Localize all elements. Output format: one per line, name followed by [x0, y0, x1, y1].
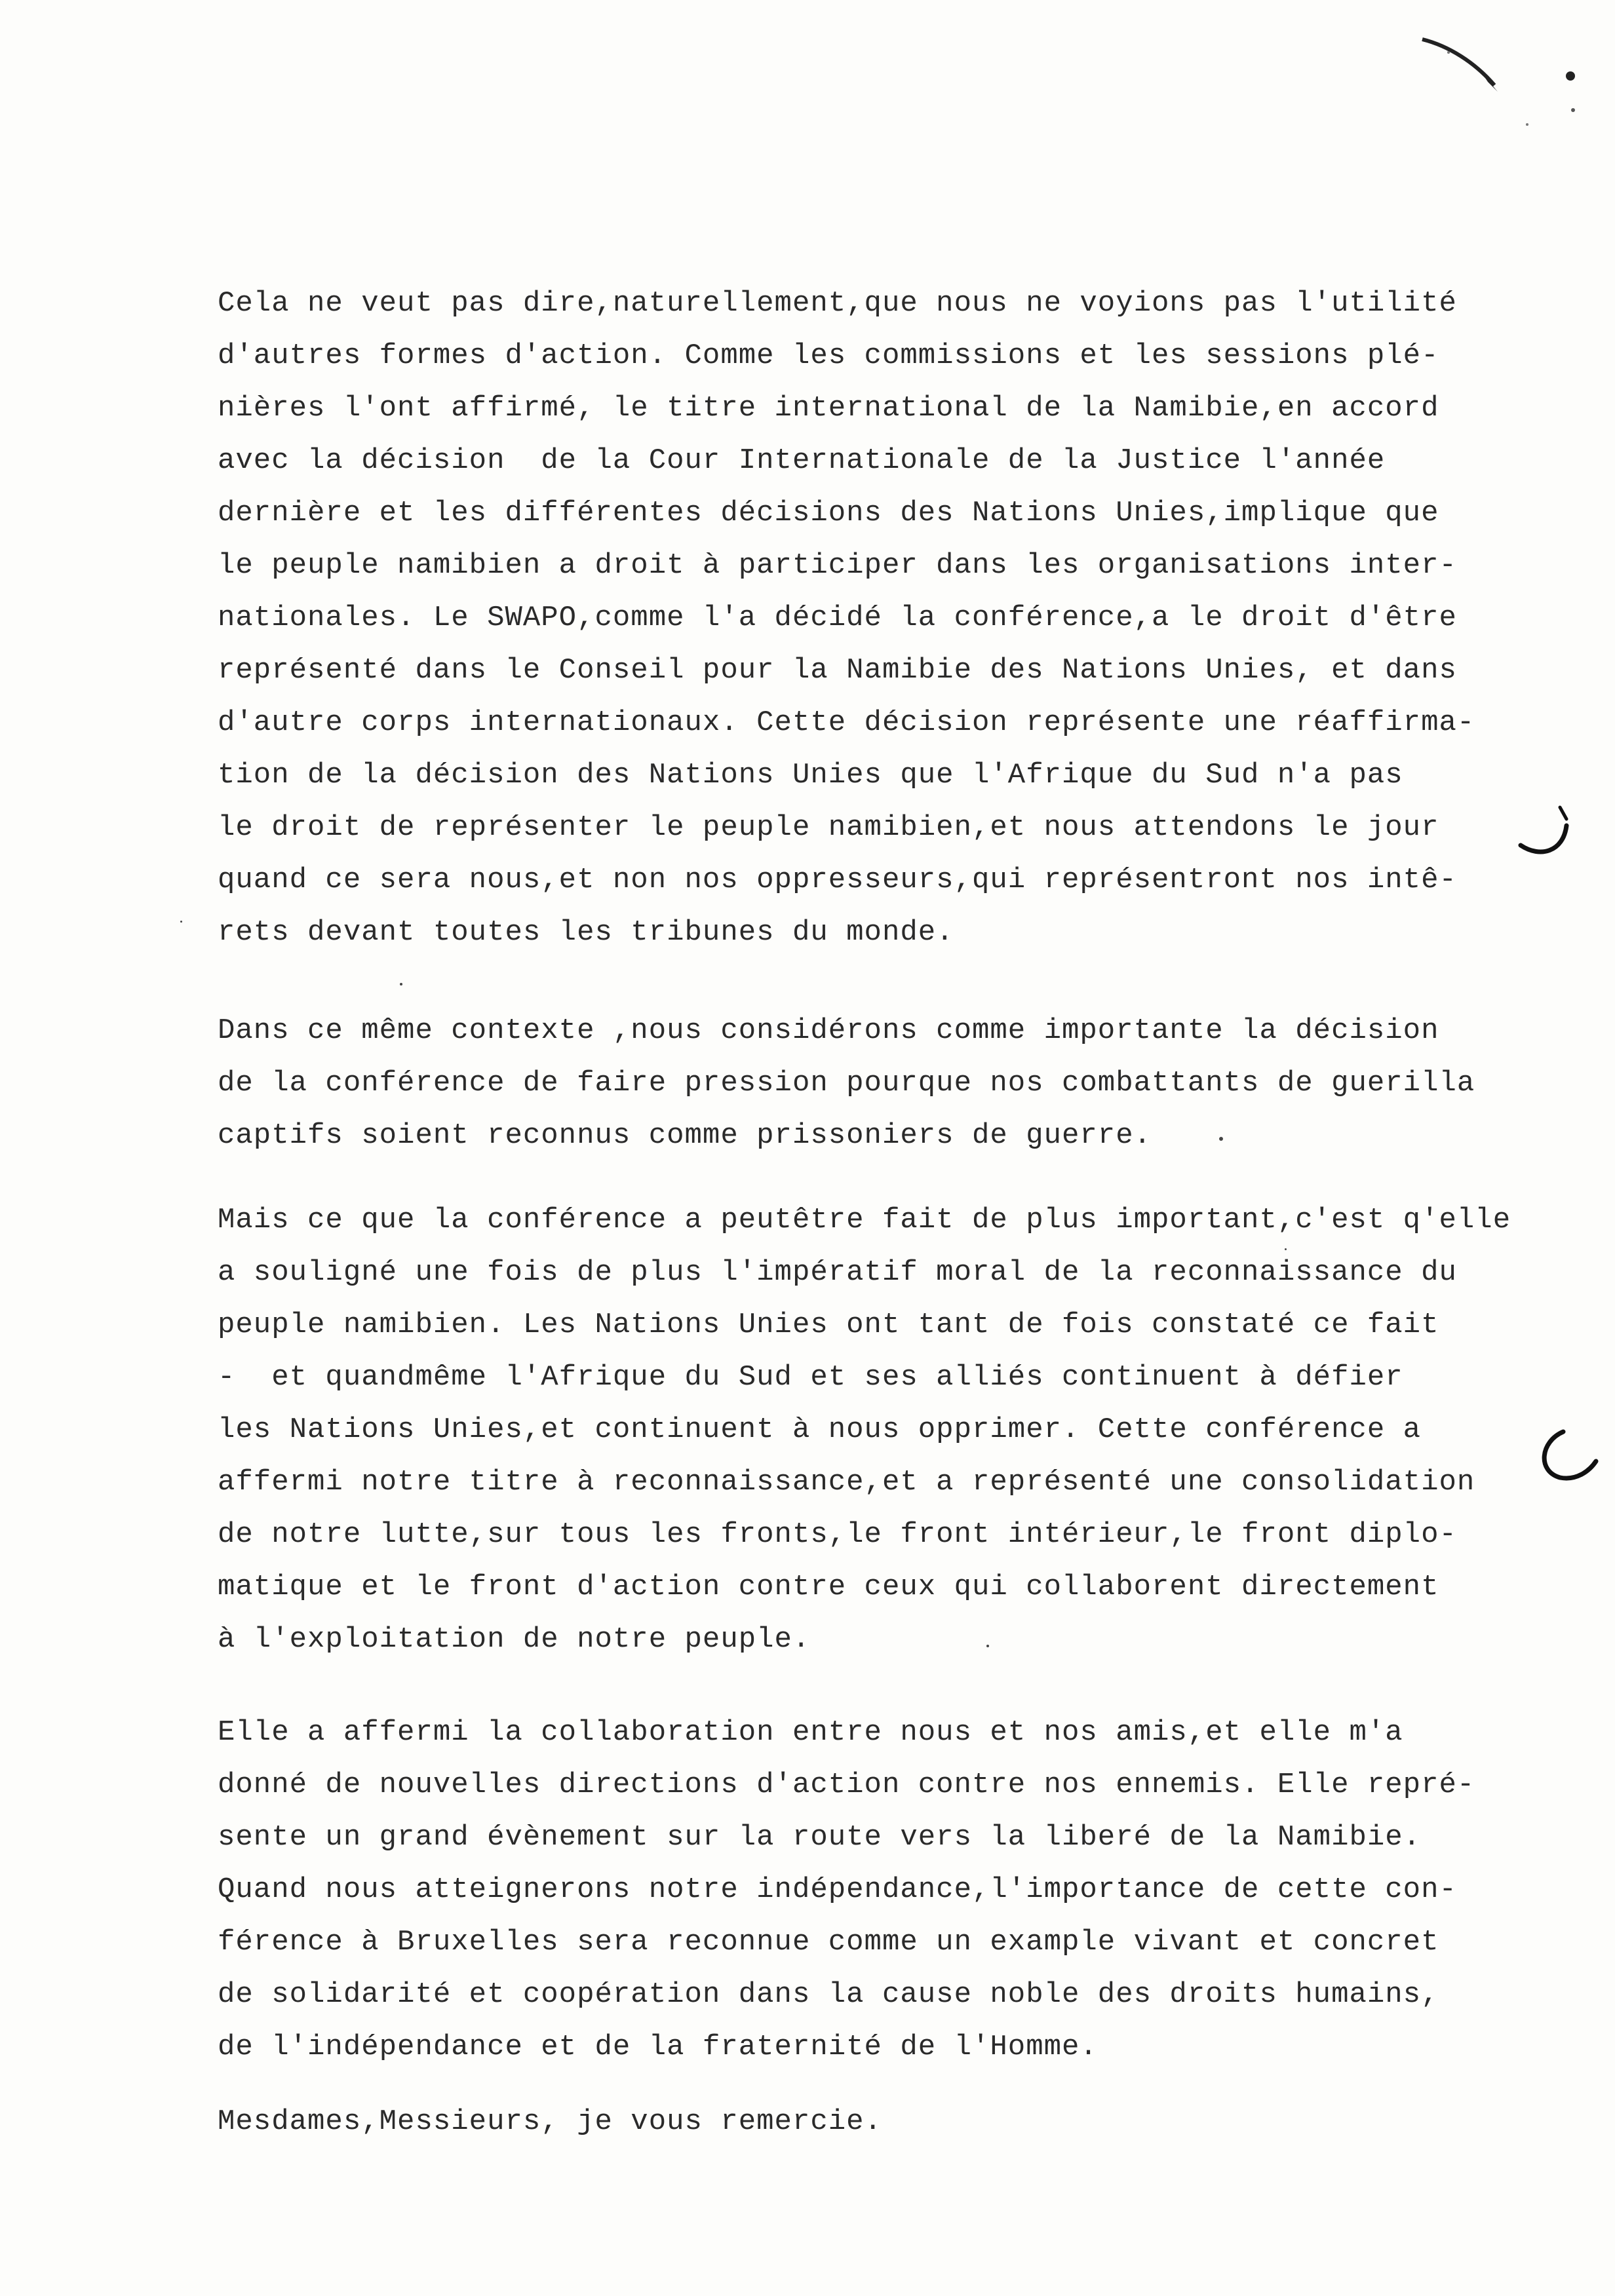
text-line: - et quandmême l'Afrique du Sud et ses alliés continuent à défier [218, 1361, 1403, 1394]
text-line: de l'indépendance et de la fraternité de l'Homme. [218, 2031, 1098, 2063]
scan-speck [400, 983, 402, 985]
text-line: nationales. Le SWAPO,comme l'a décidé la conférence,a le droit d'être [218, 602, 1457, 634]
text-line: matique et le front d'action contre ceux qui collaborent directement [218, 1571, 1439, 1603]
text-line: captifs soient reconnus comme prissoniers de guerre. [218, 1119, 1152, 1152]
margin-mark-check [1514, 799, 1586, 871]
text-line: peuple namibien. Les Nations Unies ont tant de fois constaté ce fait [218, 1309, 1439, 1341]
text-line: Quand nous atteignerons notre indépendance,l'importance de cette con- [218, 1873, 1457, 1906]
text-line: dernière et les différentes décisions des Nations Unies,implique que [218, 497, 1439, 529]
text-line: représenté dans le Conseil pour la Namibie des Nations Unies, et dans [218, 654, 1457, 687]
text-line: quand ce sera nous,et non nos oppresseurs,qui représentront nos intê- [218, 864, 1457, 896]
paragraph-1 [218, 277, 1475, 959]
text-line: de notre lutte,sur tous les fronts,le front intérieur,le front diplo- [218, 1518, 1457, 1551]
text-line: rets devant toutes les tribunes du monde. [218, 916, 954, 949]
text-line: férence à Bruxelles sera reconnue comme un example vivant et concret [218, 1926, 1439, 1959]
text-line: a souligné une fois de plus l'impératif moral de la reconnaissance du [218, 1256, 1457, 1289]
text-line: d'autre corps internationaux. Cette décision représente une réaffirma- [218, 706, 1475, 739]
text-line: le droit de représenter le peuple namibien,et nous attendons le jour [218, 811, 1439, 844]
text-line: affermi notre titre à reconnaissance,et a représenté une consolidation [218, 1466, 1475, 1499]
margin-mark-arc [1527, 1422, 1606, 1494]
text-line: le peuple namibien a droit à participer dans les organisations inter- [218, 549, 1457, 582]
text-line: de la conférence de faire pression pourque nos combattants de guerilla [218, 1067, 1475, 1100]
paragraph-4 [218, 1706, 1475, 2073]
text-line: à l'exploitation de notre peuple. [218, 1623, 811, 1656]
scan-mark-top-right [1409, 26, 1593, 131]
scan-speck [180, 921, 182, 923]
text-line: Elle a affermi la collaboration entre nous et nos amis,et elle m'a [218, 1716, 1403, 1749]
closing-line: Mesdames,Messieurs, je vous remercie. [218, 2105, 882, 2138]
text-line: d'autres formes d'action. Comme les commissions et les sessions plé- [218, 339, 1439, 372]
text-line: tion de la décision des Nations Unies que l'Afrique du Sud n'a pas [218, 759, 1403, 792]
text-line: sente un grand évènement sur la route vers la liberé de la Namibie. [218, 1821, 1422, 1854]
text-line: Dans ce même contexte ,nous considérons comme importante la décision [218, 1014, 1439, 1047]
text-line: nières l'ont affirmé, le titre international de la Namibie,en accord [218, 392, 1439, 425]
paragraph-3 [218, 1194, 1511, 1666]
paragraph-2 [218, 1004, 1475, 1162]
text-line: de solidarité et coopération dans la cause noble des droits humains, [218, 1978, 1439, 2011]
text-line: Cela ne veut pas dire,naturellement,que nous ne voyions pas l'utilité [218, 287, 1457, 320]
text-line: donné de nouvelles directions d'action contre nos ennemis. Elle repré- [218, 1769, 1475, 1801]
text-line: les Nations Unies,et continuent à nous opprimer. Cette conférence a [218, 1413, 1422, 1446]
text-line: avec la décision de la Cour Internationale de la Justice l'année [218, 444, 1386, 477]
text-line: Mais ce que la conférence a peutêtre fait de plus important,c'est q'elle [218, 1204, 1511, 1236]
